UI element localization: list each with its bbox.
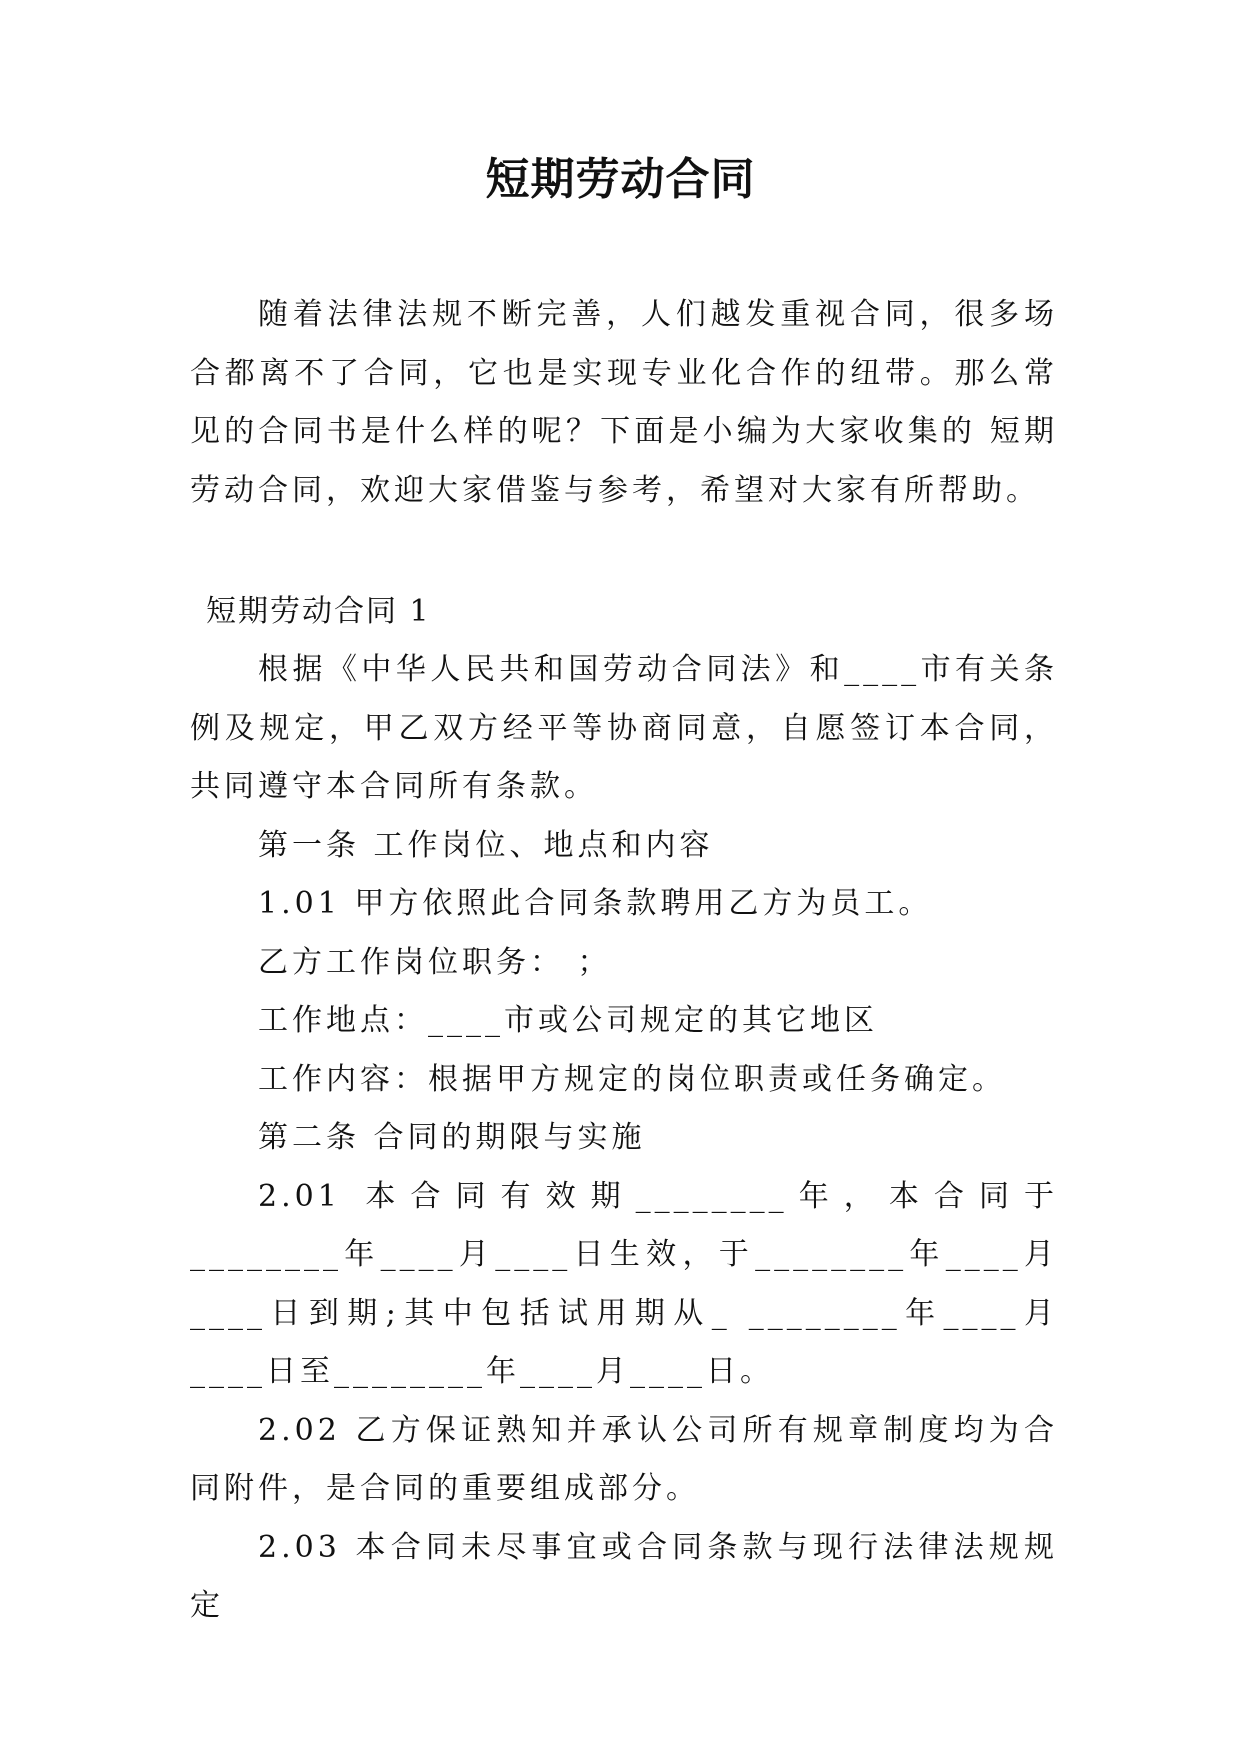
contract-paragraph: 乙方工作岗位职务： ； [258, 944, 612, 980]
section-heading: 短期劳动合同 1 [206, 594, 431, 629]
article-heading: 第二条 合同的期限与实施 [258, 1120, 646, 1155]
contract-paragraph: 工作地点：____市或公司规定的其它地区 [258, 1003, 878, 1038]
document-title: 短期劳动合同 [485, 154, 756, 205]
contract-paragraph: 工作内容：根据甲方规定的岗位职责或任务确定。 [258, 1061, 1006, 1097]
article-heading: 第一条 工作岗位、地点和内容 [258, 827, 714, 863]
contract-paragraph: 2.02 乙方保证熟知并承认公司所有规章制度均为合同附件，是合同的重要组成部分。 [190, 1412, 1058, 1506]
contract-paragraph: 根据《中华人民共和国劳动合同法》和____市有关条例及规定，甲乙双方经平等协商同意，自愿签订本合同，共同遵守本合同所有条款。 [190, 652, 1058, 804]
contract-paragraph: 2.03 本合同未尽事宜或合同条款与现行法律法规规定 [190, 1529, 1058, 1623]
contract-paragraph: 2.01 本合同有效期________年，本合同于________年____月____日生效，于________年____月____日到期;其中包括试用期从_ ________年____月____日至________年____月____日。 [190, 1178, 1058, 1389]
contract-paragraph: 1.01 甲方依照此合同条款聘用乙方为员工。 [258, 886, 933, 921]
contract-body [190, 641, 1058, 1636]
intro-paragraph: 随着法律法规不断完善，人们越发重视合同，很多场合都离不了合同，它也是实现专业化合作的纽带。那么常见的合同书是什么样的呢？下面是小编为大家收集的 短期劳动合同，欢迎大家借鉴与参考，希望对大家有所帮助。 [190, 297, 1058, 508]
